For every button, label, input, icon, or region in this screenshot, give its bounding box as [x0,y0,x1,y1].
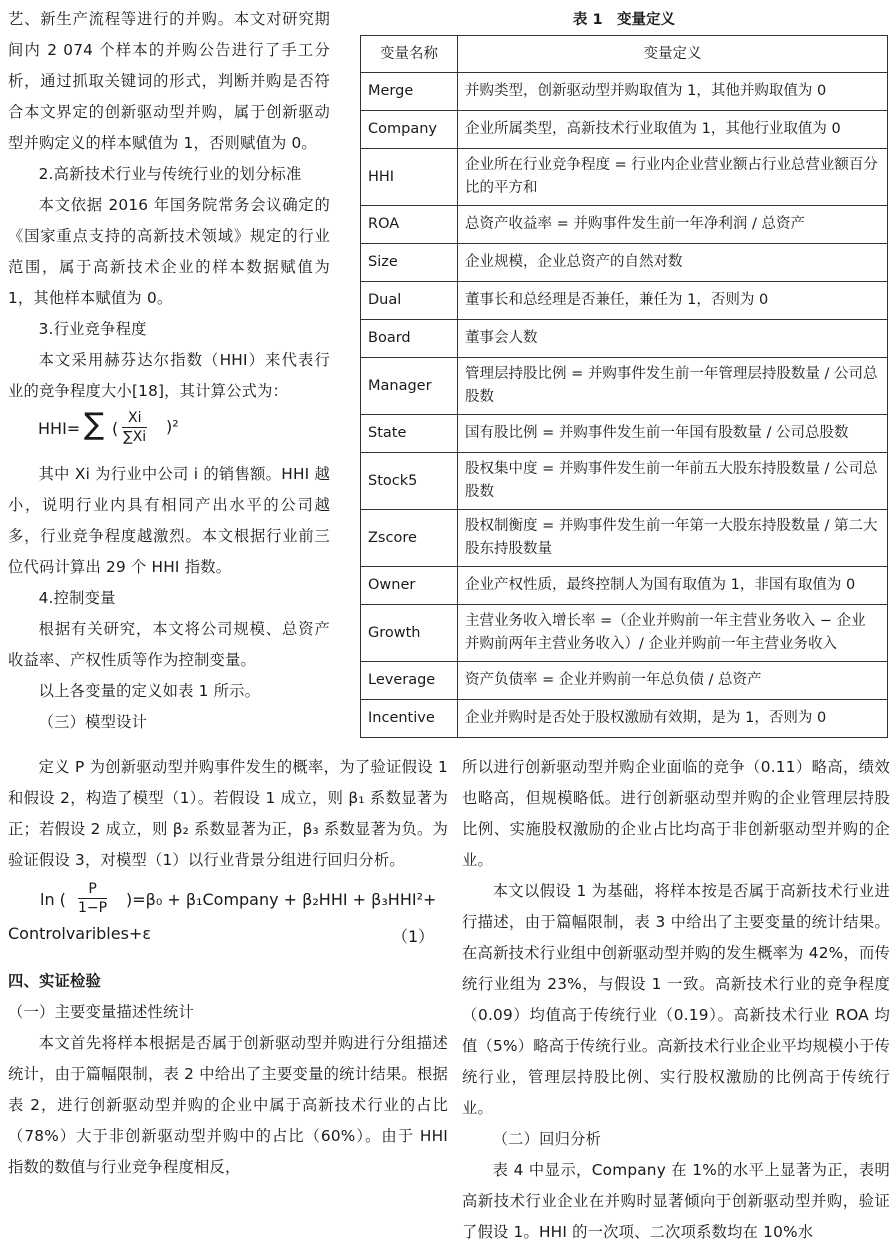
right-column [462,752,890,1248]
variable-name: Owner [361,567,458,605]
formula-exponent: )² [166,417,179,436]
table-row [361,605,888,662]
variable-definition: 资产负债率 = 企业并购前一年总负债 / 总资产 [458,662,888,700]
table-row [361,453,888,510]
variable-definition: 股权制衡度 = 并购事件发生前一年第一大股东持股数量 / 第二大股东持股数量 [458,510,888,567]
table-row [361,111,888,149]
formula-sigma: ∑ [84,407,105,442]
table-row [361,244,888,282]
column-header-definition: 变量定义 [458,36,888,73]
variable-definition: 主营业务收入增长率 =（企业并购前一年主营业务收入 − 企业并购前两年主营业务收入）/ 企业并购前一年主营业务收入 [458,605,888,662]
paragraph-competition-result: 所以进行创新驱动型并购企业面临的竞争（0.11）略高，绩效也略高，但规模略低。进行创新驱动型并购的企业管理层持股比例、实施股权激励的企业占比均高于非创新驱动型并购的企业。 [462,758,890,869]
paragraph-regression-result: 表 4 中显示，Company 在 1%的水平上显著为正，表明高新技术行业企业在并购时显著倾向于创新驱动型并购，验证了假设 1。HHI 的一次项、二次项系数均在 10%水 [462,1161,890,1241]
paragraph-sample-coding: 艺、新生产流程等进行的并购。本文对研究期间内 2 074 个样本的并购公告进行了手工分析，通过抓取关键词的形式，判断并购是否符合本文界定的创新驱动型并购，属于创新驱动型并购定义的样本赋值为 1，否则赋值为 0。 [8,10,330,152]
variable-definition: 并购类型，创新驱动型并购取值为 1，其他并购取值为 0 [458,73,888,111]
model-line-2: Controlvaribles+ε [8,924,151,943]
formula-numerator: Xi [122,409,147,428]
variable-definition: 企业规模，企业总资产的自然对数 [458,244,888,282]
variable-definition: 企业并购时是否处于股权激励有效期，是为 1，否则为 0 [458,700,888,738]
table-row [361,282,888,320]
heading-industry-classification: 2.高新技术行业与传统行业的划分标准 [38,165,302,183]
variable-name: Growth [361,605,458,662]
table-row [361,320,888,358]
formula-fraction [122,409,147,446]
left-column [8,4,330,738]
variable-definition: 总资产收益率 = 并购事件发生前一年净利润 / 总资产 [458,206,888,244]
table-row [361,358,888,415]
paragraph-hhi-explanation: 其中 Xi 为行业中公司 i 的销售额。HHI 越小，说明行业内具有相同产出水平的公司越多，行业竞争程度越激烈。本文根据行业前三位代码计算出 29 个 HHI 指数。 [8,465,330,576]
model-equation [8,876,448,946]
table-row [361,149,888,206]
model-number: （1） [392,927,435,946]
table-1-container [360,4,888,738]
table-row [361,510,888,567]
formula-open-paren: ( [112,419,119,438]
paragraph-industry-description: 本文以假设 1 为基础，将样本按是否属于高新技术行业进行描述，由于篇幅限制，表 3 中给出了主要变量的统计结果。在高新技术行业组中创新驱动型并购的发生概率为 42%，而传统行业组为 23%，与假设 1 一致。高新技术行业的竞争程度（0.09）均值高于传统行业（0.19）。高新技术行业 ROA 均值（5%）略高于传统行业。高新技术行业企业平均规模小于传统行业，管理层持股比例、实行股权激励的比例高于传统行业。 [462,882,890,1117]
formula-denominator: ∑Xi [123,429,147,445]
table-row [361,206,888,244]
column-header-name: 变量名称 [361,36,458,73]
variable-name: Zscore [361,510,458,567]
model-denominator: 1−P [78,900,108,916]
variable-definition: 管理层持股比例 = 并购事件发生前一年管理层持股数量 / 公司总股数 [458,358,888,415]
table-row [361,662,888,700]
section-heading-empirical: 四、实证检验 [8,972,101,990]
model-numerator: P [78,880,107,899]
subheading-regression: （二）回归分析 [492,1130,602,1148]
table-row [361,415,888,453]
heading-model-design: （三）模型设计 [38,713,148,731]
paragraph-industry-classification: 本文依据 2016 年国务院常务会议确定的《国家重点支持的高新技术领域》规定的行业范围，属于高新技术企业的样本数据赋值为 1，其他样本赋值为 0。 [8,196,330,307]
variable-name: Merge [361,73,458,111]
variable-definition: 董事会人数 [458,320,888,358]
variable-name: Leverage [361,662,458,700]
paragraph-hhi-intro: 本文采用赫芬达尔指数（HHI）来代表行业的竞争程度大小[18]，其计算公式为： [8,351,330,400]
model-rhs: )=β₀ + β₁Company + β₂HHI + β₃HHI²+ [126,890,437,909]
variable-name: Incentive [361,700,458,738]
variable-definition: 企业所属类型，高新技术行业取值为 1，其他行业取值为 0 [458,111,888,149]
variable-name: Dual [361,282,458,320]
variable-definition: 董事长和总经理是否兼任，兼任为 1，否则为 0 [458,282,888,320]
variable-definition: 国有股比例 = 并购事件发生前一年国有股数量 / 公司总股数 [458,415,888,453]
variable-name: Board [361,320,458,358]
variable-definition: 股权集中度 = 并购事件发生前一年前五大股东持股数量 / 公司总股数 [458,453,888,510]
table-row [361,700,888,738]
paragraph-model-definition: 定义 P 为创新驱动型并购事件发生的概率，为了验证假设 1 和假设 2，构造了模型（1）。若假设 1 成立，则 β₁ 系数显著为正；若假设 2 成立，则 β₂ 系数显著为正，β₃ 系数显著为负。为验证假设 3，对模型（1）以行业背景分组进行回归分析。 [8,758,448,869]
subheading-descriptive: （一）主要变量描述性统计 [8,1003,194,1021]
variable-name: Size [361,244,458,282]
table-row [361,73,888,111]
paragraph-table-ref: 以上各变量的定义如表 1 所示。 [38,682,261,700]
table-row [361,567,888,605]
variable-name: Company [361,111,458,149]
spacer [8,946,448,966]
heading-control-variables: 4.控制变量 [38,589,116,607]
paragraph-descriptive-stats: 本文首先将样本根据是否属于创新驱动型并购进行分组描述统计，由于篇幅限制，表 2 中给出了主要变量的统计结果。根据表 2，进行创新驱动型并购的企业中属于高新技术行业的占比（78%）大于非创新驱动型并购中的占比（60%）。由于 HHI 指数的数值与行业竞争程度相反， [8,1034,448,1176]
variable-name: State [361,415,458,453]
variable-definition: 企业产权性质，最终控制人为国有取值为 1，非国有取值为 0 [458,567,888,605]
paragraph-control-variables: 根据有关研究，本文将公司规模、总资产收益率、产权性质等作为控制变量。 [8,620,330,669]
table-caption: 表 1 变量定义 [572,12,676,28]
model-fraction [78,880,107,917]
variable-name: HHI [361,149,458,206]
variable-name: Stock5 [361,453,458,510]
formula-lhs: HHI= [38,419,81,438]
model-ln: ln ( [40,890,66,909]
variable-definition: 企业所在行业竞争程度 = 行业内企业营业额占行业总营业额百分比的平方和 [458,149,888,206]
bottom-left-column [8,752,448,1183]
variable-name: ROA [361,206,458,244]
heading-competition: 3.行业竞争程度 [38,320,147,338]
variable-name: Manager [361,358,458,415]
hhi-formula [8,407,330,459]
variable-definition-table [360,4,888,738]
